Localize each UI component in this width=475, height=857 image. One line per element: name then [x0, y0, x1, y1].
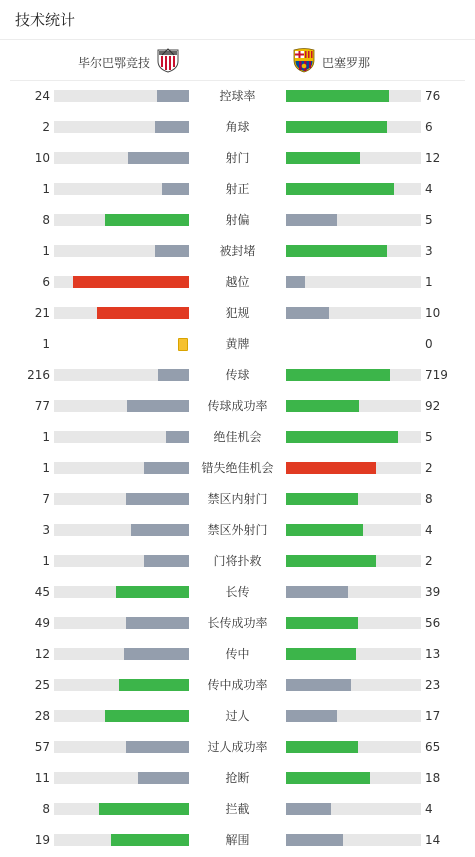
home-stat-bar [54, 90, 189, 102]
home-stat-bar-fill [126, 493, 189, 505]
away-stat-value: 2 [425, 461, 433, 475]
stat-row [0, 794, 475, 825]
home-stat-bar-fill [105, 710, 189, 722]
home-stat-value: 45 [34, 585, 50, 599]
home-stat-value: 2 [42, 120, 50, 134]
away-stat-bar-fill [286, 307, 329, 319]
home-stat-value: 12 [34, 647, 50, 661]
stat-label: 越位 [225, 275, 250, 289]
stat-row [0, 205, 475, 236]
stat-label: 过人成功率 [207, 740, 268, 754]
stat-label: 抢断 [225, 771, 250, 785]
stat-row [0, 143, 475, 174]
away-stat-bar [286, 710, 421, 722]
home-stat-bar [54, 648, 189, 660]
home-stat-bar [54, 369, 189, 381]
home-stat-value: 10 [34, 151, 50, 165]
home-stat-value: 19 [34, 833, 50, 847]
home-stat-bar-fill [131, 524, 189, 536]
away-stat-value: 65 [425, 740, 441, 754]
away-stat-value: 17 [425, 709, 441, 723]
stat-label: 犯规 [225, 306, 250, 320]
home-stat-bar-fill [97, 307, 189, 319]
home-stat-bar [54, 214, 189, 226]
stat-row [0, 453, 475, 484]
away-stat-value: 12 [425, 151, 441, 165]
home-stat-bar-fill [155, 121, 189, 133]
stat-label: 控球率 [219, 89, 256, 103]
stats-list [0, 81, 475, 856]
home-stat-bar [54, 245, 189, 257]
away-stat-bar [286, 524, 421, 536]
home-stat-bar [54, 462, 189, 474]
home-stat-bar-fill [124, 648, 189, 660]
home-stat-value: 216 [27, 368, 50, 382]
home-stat-bar [54, 772, 189, 784]
away-stat-bar [286, 183, 421, 195]
away-stat-value: 76 [425, 89, 441, 103]
away-stat-bar [286, 307, 421, 319]
away-stat-bar [286, 493, 421, 505]
stat-label: 过人 [225, 709, 250, 723]
home-stat-bar [54, 307, 189, 319]
away-stat-bar-fill [286, 90, 389, 102]
stat-label: 传球成功率 [207, 399, 268, 413]
stat-label: 传中 [225, 647, 250, 661]
stat-label: 角球 [225, 120, 250, 134]
away-stat-bar [286, 741, 421, 753]
away-stat-bar [286, 648, 421, 660]
home-stat-bar [54, 121, 189, 133]
away-team-name: 巴塞罗那 [322, 55, 371, 70]
home-stat-value: 1 [42, 461, 50, 475]
stat-label: 被封堵 [219, 244, 256, 258]
away-stat-value: 4 [425, 802, 433, 816]
away-stat-bar [286, 431, 421, 443]
away-stat-bar-fill [286, 834, 343, 846]
home-stat-value: 49 [34, 616, 50, 630]
stat-row [0, 112, 475, 143]
away-stat-bar [286, 369, 421, 381]
away-stat-value: 56 [425, 616, 441, 630]
stat-label: 传球 [225, 368, 250, 382]
away-stat-value: 14 [425, 833, 441, 847]
away-stat-value: 4 [425, 523, 433, 537]
stat-row [0, 577, 475, 608]
home-stat-bar [54, 493, 189, 505]
home-stat-value: 11 [34, 771, 50, 785]
away-stat-bar-fill [286, 121, 387, 133]
stat-label: 错失绝佳机会 [201, 461, 274, 475]
stat-row [0, 763, 475, 794]
away-stat-bar-fill [286, 586, 348, 598]
home-stat-value: 1 [42, 337, 50, 351]
home-stat-bar-fill [166, 431, 189, 443]
away-stat-bar [286, 679, 421, 691]
away-stat-bar-fill [286, 772, 370, 784]
away-stat-bar-fill [286, 152, 360, 164]
stat-row [0, 484, 475, 515]
home-stat-bar-fill [157, 90, 189, 102]
away-stat-bar [286, 803, 421, 815]
stat-label: 禁区内射门 [207, 492, 268, 506]
away-stat-bar-fill [286, 183, 394, 195]
away-stat-value: 3 [425, 244, 433, 258]
home-stat-bar [54, 183, 189, 195]
away-stat-value: 2 [425, 554, 433, 568]
away-stat-bar-fill [286, 245, 387, 257]
away-stat-bar-fill [286, 617, 358, 629]
home-stat-bar-fill [128, 152, 189, 164]
stat-row [0, 701, 475, 732]
away-stat-value: 13 [425, 647, 441, 661]
home-stat-value: 24 [34, 89, 50, 103]
stat-label: 长传成功率 [207, 616, 268, 630]
away-stat-value: 4 [425, 182, 433, 196]
away-stat-value: 18 [425, 771, 441, 785]
home-stat-bar [54, 803, 189, 815]
home-stat-value: 28 [34, 709, 50, 723]
stat-row [0, 732, 475, 763]
stat-label: 传中成功率 [207, 678, 268, 692]
away-stat-bar-fill [286, 493, 358, 505]
home-stat-value: 6 [42, 275, 50, 289]
away-stat-bar [286, 617, 421, 629]
away-stat-bar-fill [286, 648, 356, 660]
home-stat-value: 57 [34, 740, 50, 754]
home-stat-bar [54, 586, 189, 598]
home-stat-bar-fill [162, 183, 189, 195]
stat-label: 射门 [225, 151, 250, 165]
away-stat-bar [286, 400, 421, 412]
home-stat-bar-fill [126, 617, 189, 629]
away-stat-bar-fill [286, 214, 337, 226]
home-stat-bar-fill [126, 741, 189, 753]
home-stat-value: 8 [42, 802, 50, 816]
stat-row [0, 639, 475, 670]
stat-row [0, 174, 475, 205]
stat-label: 拦截 [225, 802, 250, 816]
home-stat-bar-fill [158, 369, 189, 381]
home-stat-bar [54, 431, 189, 443]
away-stat-value: 10 [425, 306, 441, 320]
stat-row [0, 422, 475, 453]
away-stat-bar-fill [286, 462, 376, 474]
teams-header [10, 40, 465, 81]
away-stat-bar-fill [286, 741, 358, 753]
away-stat-bar [286, 834, 421, 846]
yellow-card-icon [178, 338, 188, 351]
away-team[interactable] [291, 47, 370, 77]
stat-row [0, 236, 475, 267]
away-stat-bar-fill [286, 803, 331, 815]
away-stat-bar-fill [286, 400, 359, 412]
stat-label: 禁区外射门 [207, 523, 268, 537]
home-stat-bar-fill [111, 834, 189, 846]
home-stat-bar [54, 834, 189, 846]
stat-row [0, 81, 475, 112]
stat-row [0, 360, 475, 391]
home-stat-bar-fill [155, 245, 189, 257]
away-stat-value: 6 [425, 120, 433, 134]
away-stat-bar-fill [286, 431, 398, 443]
page-title: 技术统计 [15, 11, 76, 29]
stat-row [0, 515, 475, 546]
section-header [0, 0, 475, 40]
away-stat-bar [286, 772, 421, 784]
away-stat-bar-fill [286, 369, 390, 381]
home-stat-value: 1 [42, 244, 50, 258]
away-stat-value: 8 [425, 492, 433, 506]
home-team[interactable] [78, 47, 180, 77]
home-stat-value: 7 [42, 492, 50, 506]
home-stat-bar [54, 152, 189, 164]
away-stat-value: 23 [425, 678, 441, 692]
home-stat-bar-fill [73, 276, 189, 288]
home-team-name: 毕尔巴鄂竞技 [77, 55, 150, 70]
away-stat-bar [286, 90, 421, 102]
away-stat-bar [286, 152, 421, 164]
home-stat-value: 1 [42, 430, 50, 444]
away-stat-bar [286, 462, 421, 474]
away-stat-bar [286, 121, 421, 133]
away-stat-bar-fill [286, 710, 337, 722]
home-stat-bar-fill [119, 679, 189, 691]
home-stat-bar [54, 400, 189, 412]
stat-row [0, 391, 475, 422]
away-stat-bar [286, 555, 421, 567]
home-stat-bar [54, 617, 189, 629]
home-stat-bar-fill [144, 462, 189, 474]
stat-row [0, 608, 475, 639]
away-stat-bar [286, 214, 421, 226]
home-stat-bar-fill [127, 400, 189, 412]
stat-row [0, 267, 475, 298]
athletic-bilbao-crest-icon [156, 47, 180, 77]
home-stat-bar-fill [138, 772, 189, 784]
stat-label: 黄牌 [225, 337, 250, 351]
home-stat-bar [54, 679, 189, 691]
away-stat-bar [286, 245, 421, 257]
stat-label: 射偏 [225, 213, 250, 227]
away-stat-value: 719 [425, 368, 448, 382]
home-stat-bar [54, 555, 189, 567]
away-stat-bar-fill [286, 276, 305, 288]
home-stat-value: 77 [34, 399, 50, 413]
stat-label: 长传 [225, 585, 250, 599]
home-stat-value: 8 [42, 213, 50, 227]
home-stat-bar-fill [144, 555, 189, 567]
home-stat-value: 1 [42, 554, 50, 568]
away-stat-bar-fill [286, 524, 363, 536]
home-stat-bar [54, 276, 189, 288]
home-stat-bar-fill [99, 803, 189, 815]
home-stat-value: 1 [42, 182, 50, 196]
stat-label: 射正 [225, 182, 250, 196]
stat-row [0, 298, 475, 329]
stat-row [0, 546, 475, 577]
away-stat-value: 5 [425, 430, 433, 444]
away-stat-bar-fill [286, 679, 351, 691]
home-stat-bar-fill [116, 586, 189, 598]
home-stat-value: 3 [42, 523, 50, 537]
home-stat-value: 25 [34, 678, 50, 692]
away-stat-value: 39 [425, 585, 441, 599]
home-stat-bar [54, 524, 189, 536]
fc-barcelona-crest-icon [291, 47, 317, 77]
stat-row [0, 670, 475, 701]
away-stat-value: 1 [425, 275, 433, 289]
stat-row [0, 825, 475, 856]
away-stat-bar-fill [286, 555, 376, 567]
away-stat-bar [286, 276, 421, 288]
home-stat-value: 21 [34, 306, 50, 320]
away-stat-value: 0 [425, 337, 433, 351]
away-stat-value: 5 [425, 213, 433, 227]
stat-label: 门将扑救 [213, 554, 262, 568]
away-stat-bar [286, 586, 421, 598]
stat-label: 绝佳机会 [213, 430, 262, 444]
away-stat-value: 92 [425, 399, 441, 413]
home-stat-bar-fill [105, 214, 189, 226]
stat-row [0, 329, 475, 360]
stat-label: 解围 [225, 833, 250, 847]
home-stat-bar [54, 710, 189, 722]
home-stat-bar [54, 741, 189, 753]
